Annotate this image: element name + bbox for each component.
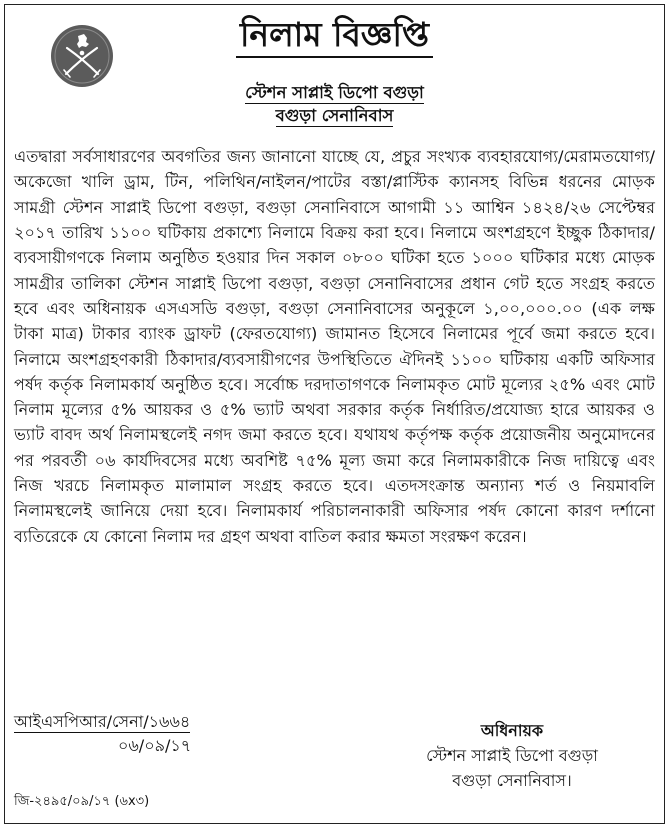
- signatory-depot: স্টেশন সাপ্লাই ডিপো বগুড়া: [426, 746, 598, 765]
- signatory-cantonment: বগুড়া সেনানিবাস।: [452, 771, 572, 790]
- signature-block: [397, 718, 627, 793]
- notice-title-text: নিলাম বিজ্ঞপ্তি: [236, 15, 433, 58]
- footer-code: জি-২৪৯৫/০৯/১৭ (৬x৩): [14, 794, 150, 809]
- subtitle-depot-text: স্টেশন সাপ্লাই ডিপো বগুড়া: [245, 83, 424, 102]
- notice-subtitle-cantonment: [0, 103, 669, 130]
- notice-title: [0, 14, 669, 55]
- reference-number: আইএসপিআর/সেনা/১৬৬৪: [14, 712, 191, 731]
- reference-block: [14, 710, 191, 758]
- signatory-role: অধিনায়ক: [480, 721, 544, 740]
- notice-body: এতদ্বারা সর্বসাধারণের অবগতির জন্য জানানো যাচ্ছে যে, প্রচুর সংখ্যক ব্যবহারযোগ্য/মেরামতযোগ্য/অকেজো খালি ড্রাম, টিন, পলিথিন/নাইলন/পাটের বস্তা/প্লাস্টিক ক্যানসহ বিভিন্ন ধরনের মোড়ক সামগ্রী স্টেশন সাপ্লাই ডিপো বগুড়া, বগুড়া সেনানিবাসে আগামী ১১ আশ্বিন ১৪২৪/২৬ সেপ্টেম্বর ২০১৭ তারিখ ১১০০ ঘটিকায় প্রকাশ্যে নিলামে বিক্রয় করা হবে। নিলামে অংশগ্রহণে ইচ্ছুক ঠিকাদার/ব্যবসায়ীগণকে নিলাম অনুষ্ঠিত হওয়ার দিন সকাল ০৮০০ ঘটিকা হতে ১০০০ ঘটিকার মধ্যে মোড়ক সামগ্রীর তালিকা স্টেশন সাপ্লাই ডিপো বগুড়া, বগুড়া সেনানিবাসের প্রধান গেট হতে সংগ্রহ করতে হবে এবং অধিনায়ক এসএসডি বগুড়া, বগুড়া সেনানিবাসের অনুকূলে ১,০০,০০০.০০ (এক লক্ষ টাকা মাত্র) টাকার ব্যাংক ড্রাফট (ফেরতযোগ্য) জামানত হিসেবে নিলামের পূর্বে জমা করতে হবে। নিলামে অংশগ্রহণকারী ঠিকাদার/ব্যবসায়ীগণের উপস্থিতিতে ঐদিনই ১১০০ ঘটিকায় একটি অফিসার পর্ষদ কর্তৃক নিলামকার্য অনুষ্ঠিত হবে। সর্বোচ্চ দরদাতাগণকে নিলামকৃত মোট মূল্যের ২৫% এবং মোট নিলাম মূল্যের ৫% আয়কর ও ৫% ভ্যাট অথবা সরকার কর্তৃক নির্ধারিত/প্রযোজ্য হারে আয়কর ও ভ্যাট বাবদ অর্থ নিলামস্থলেই নগদ জমা করতে হবে। যথাযথ কর্তৃপক্ষ কর্তৃক প্রয়োজনীয় অনুমোদনের পর পরবর্তী ০৬ কার্যদিবসের মধ্যে অবশিষ্ট ৭৫% মূল্য জমা করে নিলামকারীকে নিজ দায়িত্বে এবং নিজ খরচে নিলামকৃত মালামাল সংগ্রহ করতে হবে। এতদসংক্রান্ত অন্যান্য শর্ত ও নিয়মাবলি নিলামস্থলেই জানিয়ে দেয়া হবে। নিলামকার্য পরিচালনাকারী অফিসার পর্ষদ কোনো কারণ দর্শানো ব্যতিরেকে যে কোনো নিলাম দর গ্রহণ অথবা বাতিল করার ক্ষমতা সংরক্ষণ করেন।: [14, 147, 655, 546]
- reference-date: ০৬/০৯/১৭: [118, 736, 192, 755]
- subtitle-cantonment-text: বগুড়া সেনানিবাস: [275, 106, 394, 125]
